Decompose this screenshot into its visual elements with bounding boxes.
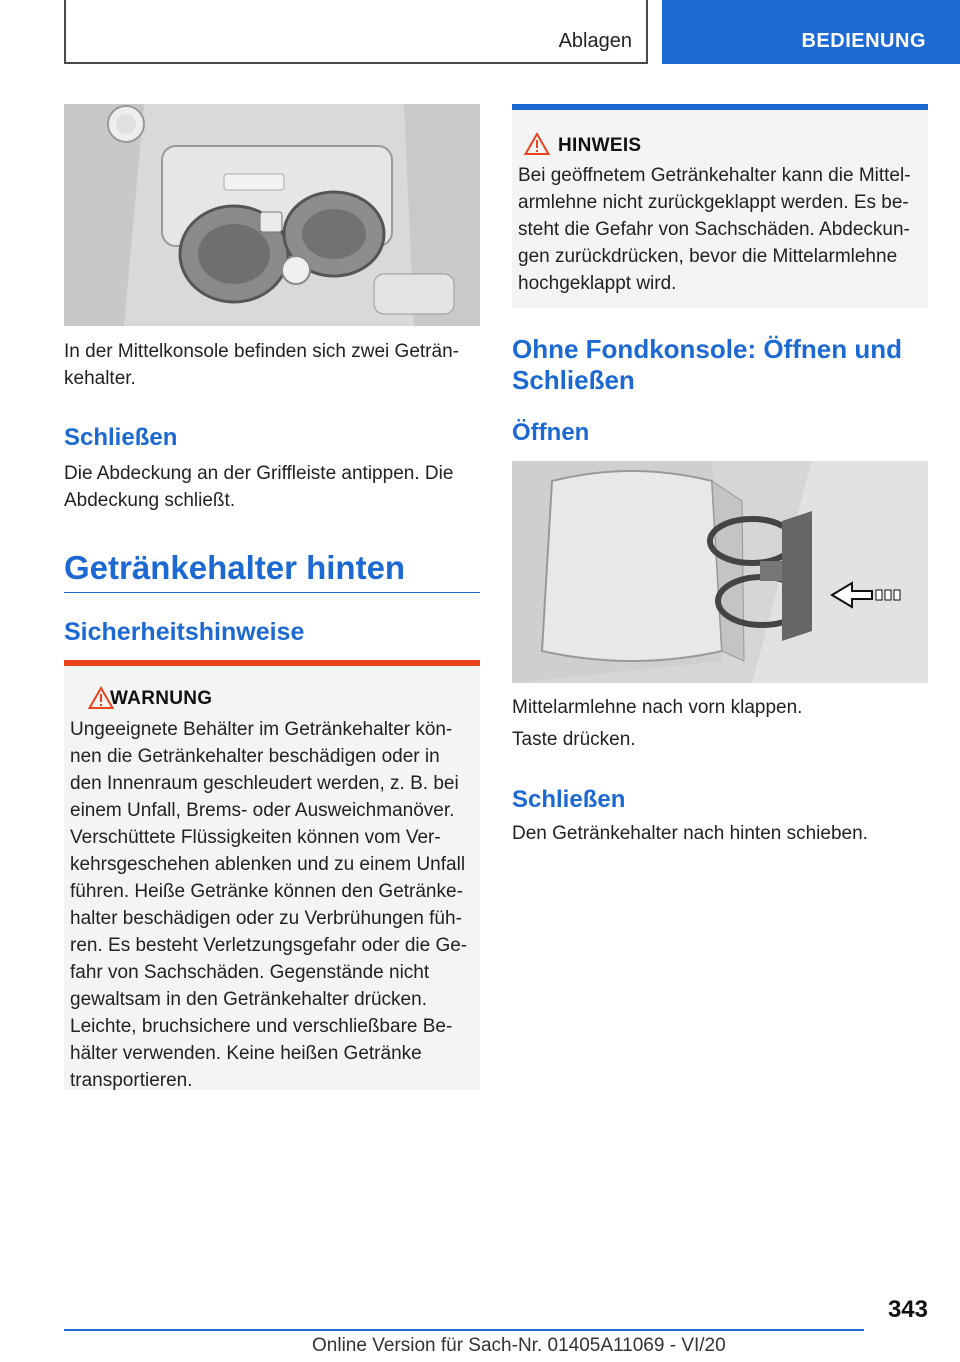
safety-heading: Sicherheitshinweise	[64, 618, 305, 646]
header-chapter-label: BEDIENUNG	[801, 30, 926, 52]
close-text-right: Den Getränkehalter nach hinten schieben.	[512, 823, 868, 844]
close-text-left: Die Abdeckung an der Griffleiste antippen. Die Abdeckung schließt.	[64, 463, 454, 511]
warning-bar	[64, 660, 480, 666]
intro-text: In der Mittelkonsole befinden sich zwei Geträn- kehalter.	[64, 341, 459, 389]
header-section-label: Ablagen	[558, 30, 632, 52]
step1-text: Mittelarmlehne nach vorn klappen.	[512, 697, 803, 718]
header-chapter-tab	[662, 0, 960, 64]
section-title-no-rear-console: Ohne Fondkonsole: Öffnen und Schließen	[512, 334, 902, 395]
warning-text: Ungeeignete Behälter im Getränkehalter kön- nen die Getränkehalter beschädigen oder in den Innenraum geschleudert werden, z. B. bei einem Unfall, Brems- oder Ausweichmanöver. Verschüttete Flüssigkeiten können vom Ver- kehrsgeschehen ablenken und zu einem Unfall führen. Heiße Getränke können den Getränke- halter beschädigen oder zu Verbrühungen füh- ren. Es besteht Verletzungsgefahr oder die Ge- fahr von Sachschäden. Gegenstände nicht gewaltsam in den Getränkehalter drücken. Leichte, bruchsichere und verschließbare Be- hälter verwenden. Keine heißen Getränke transportieren.	[70, 719, 468, 1091]
open-heading: Öffnen	[512, 419, 590, 446]
section-title-rear: Getränkehalter hinten	[64, 549, 406, 586]
notice-box	[512, 104, 928, 308]
close-heading-left: Schließen	[64, 424, 178, 451]
step2-text: Taste drücken.	[512, 729, 636, 750]
notice-text: Bei geöffnetem Getränkehalter kann die Mittel- armlehne nicht zurückgeklappt werden. Es be- steht die Gefahr von Sachschäden. Abdeckun- gen zurückdrücken, bevor die Mittelarmlehne hochgeklappt wird.	[518, 165, 911, 294]
close-heading-right: Schließen	[512, 786, 626, 813]
center-console-cupholder-image	[64, 104, 480, 326]
warning-title: WARNUNG	[110, 688, 213, 709]
online-version-footer: Online Version für Sach-Nr. 01405A11069 - VI/20	[312, 1335, 726, 1356]
notice-bar	[512, 104, 928, 110]
footer-rule	[64, 1329, 864, 1331]
warning-box	[64, 660, 480, 1090]
section-title-underline	[64, 592, 480, 593]
notice-title: HINWEIS	[558, 135, 642, 156]
armrest-cupholder-image	[512, 461, 928, 683]
notice-triangle-icon	[524, 132, 550, 156]
header-section-tab	[64, 0, 648, 64]
page-number: 343	[887, 1296, 928, 1323]
